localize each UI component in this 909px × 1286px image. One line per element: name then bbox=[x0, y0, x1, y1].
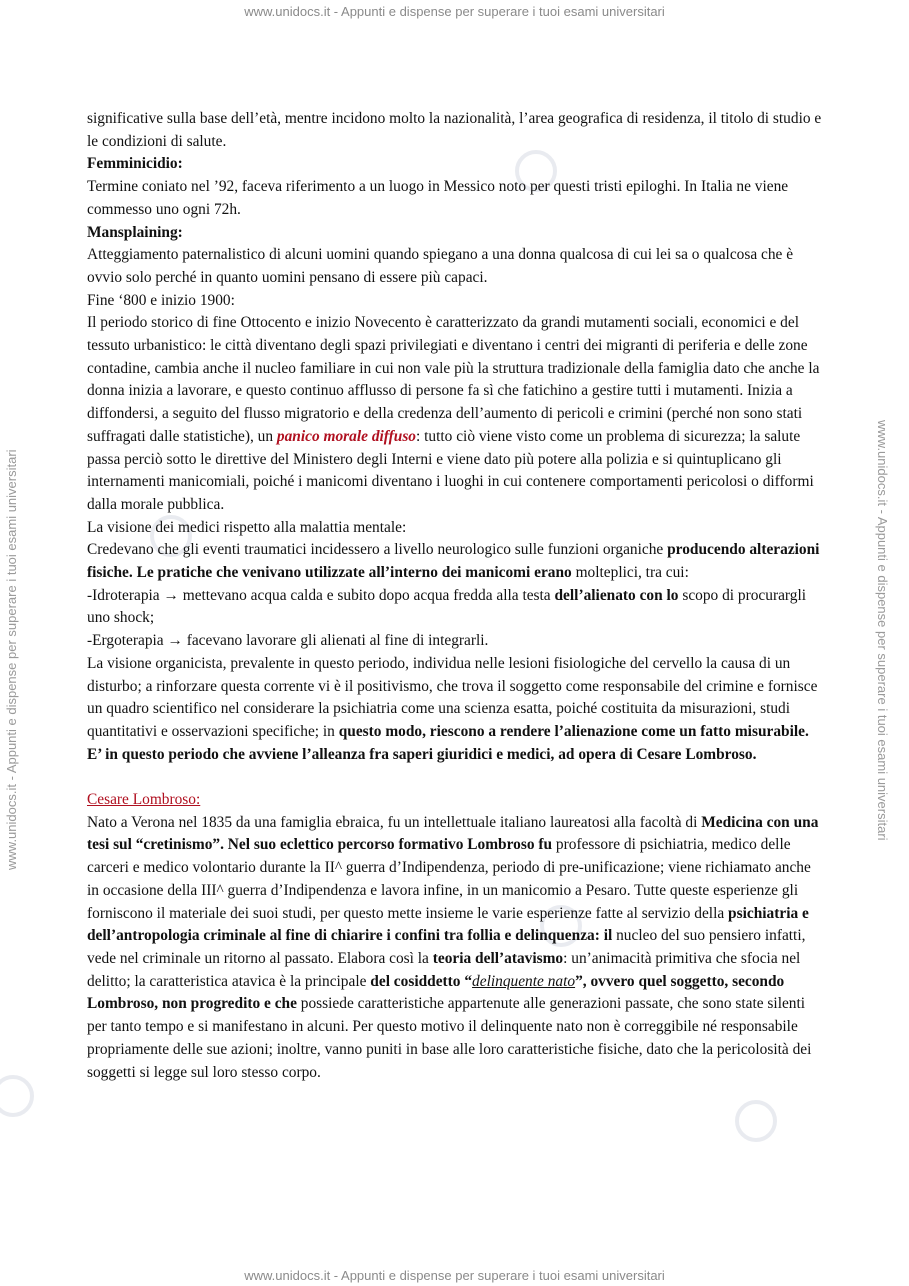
paragraph-organicista: La visione organicista, prevalente in questo periodo, individua nelle lesioni fisiologiche del cervello la causa di un disturbo; a rinforzare questa corrente vi è il positivismo, che trova il soggetto come responsabile del crimine e fornisce un quadro scientifico nel considerare la psichiatria come una scienza esatta, poiché costituita da misurazioni, studi quantitativi e osservazioni specifiche; in questo modo, riescono a rendere l’alienazione come un fatto misurabile. E’ in questo periodo che avviene l’alleanza fra saperi giuridici e medici, ad opera di Cesare Lombroso. bbox=[87, 654, 818, 763]
heading-fine-800: Fine ‘800 e inizio 1900: bbox=[87, 291, 235, 309]
heading-mansplaining: Mansplaining: bbox=[87, 223, 183, 241]
watermark-logo-icon bbox=[0, 1075, 34, 1117]
paragraph-intro: significative sulla base dell’età, mentre incidono molto la nazionalità, l’area geografica di residenza, il titolo di studio e le condizioni di salute. bbox=[87, 110, 822, 150]
list-item-idroterapia: -Idroterapia → mettevano acqua calda e subito dopo acqua fredda alla testa dell’alienato con lo scopo di procurargli uno shock; bbox=[87, 586, 806, 627]
header-watermark: www.unidocs.it - Appunti e dispense per superare i tuoi esami universitari bbox=[244, 4, 665, 19]
paragraph-mansplaining: Atteggiamento paternalistico di alcuni uomini quando spiegano a una donna qualcosa di cui lei sa o qualcosa che è ovvio solo perché in quanto uomini pensano di essere più capaci. bbox=[87, 246, 794, 286]
document-body bbox=[87, 108, 825, 1084]
heading-visione-medici: La visione dei medici rispetto alla malattia mentale: bbox=[87, 518, 407, 536]
paragraph-visione-medici: Credevano che gli eventi traumatici incidessero a livello neurologico sulle funzioni organiche producendo alterazioni fisiche. Le pratiche che venivano utilizzate all’interno dei manicomi erano molteplici, tra cui: bbox=[87, 541, 820, 582]
footer-watermark: www.unidocs.it - Appunti e dispense per superare i tuoi esami universitari bbox=[244, 1268, 665, 1283]
list-item-ergoterapia: -Ergoterapia → facevano lavorare gli alienati al fine di integrarli. bbox=[87, 632, 489, 650]
heading-femminicidio: Femminicidio: bbox=[87, 155, 183, 173]
paragraph-fine-800: Il periodo storico di fine Ottocento e inizio Novecento è caratterizzato da grandi mutamenti sociali, economici e del tessuto urbanistico: le città diventano degli spazi privilegiati e diventano i centri dei migranti di periferia e delle zone contadine, cambia anche il nucleo familiare in cui non vale più la struttura tradizionale della famiglia dato che anche la donna inizia a lavorare, e questo continuo afflusso di persone fa sì che fatichino a gestire tutti i mutamenti. Inizia a diffondersi, a seguito del flusso migratorio e della credenza dell’aumento di pericoli e crimini (perché non sono stati suffragati dalle statistiche), un panico morale diffuso: tutto ciò viene visto come un problema di sicurezza; la salute passa perciò sotto le direttive del Ministero degli Interni e viene dato più potere alla polizia e si quintuplicano gli internamenti manicomiali, poiché i manicomi diventano i luoghi in cui contenere comportamenti pericolosi o difformi dalla morale pubblica. bbox=[87, 314, 820, 513]
heading-cesare-lombroso: Cesare Lombroso: bbox=[87, 791, 201, 809]
watermark-logo-icon bbox=[735, 1100, 777, 1142]
highlight-panico-morale: panico morale diffuso bbox=[276, 427, 417, 445]
term-teoria-atavismo: teoria dell’atavismo bbox=[432, 950, 564, 967]
paragraph-lombroso: Nato a Verona nel 1835 da una famiglia ebraica, fu un intellettuale italiano laureatosi alla facoltà di Medicina con una tesi sul “cretinismo”. Nel suo eclettico percorso formativo Lombroso fu professore di psichiatria, medico delle carceri e medico volontario durante la II^ guerra d’Indipendenza, periodo di pre-unificazione; viene richiamato anche in occasione della III^ guerra d’Indipendenza e lavora infine, in un manicomio a Pesaro. Tutte queste esperienze gli forniscono il materiale dei suoi studi, per questo mette insieme le varie esperienze fatte al servizio della psichiatria e dell’antropologia criminale al fine di chiarire i confini tra follia e delinquenza: il nucleo del suo pensiero infatti, vede nel criminale un ritorno al passato. Elabora così la teoria dell’atavismo: un’animacità primitiva che sfocia nel delitto; la caratteristica atavica è la principale del cosiddetto “delinquente nato”, ovvero quel soggetto, secondo Lombroso, non progredito e che possiede caratteristiche appartenute alle generazioni passate, che sono state silenti per tanto tempo e si manifestano in alcuni. Per questo motivo il delinquente nato non è correggibile né responsabile propriamente delle sue azioni; inoltre, vanno puniti in base alle loro caratteristiche fisiche, dato che la pericolosità dei soggetti si legge sul loro stesso corpo. bbox=[87, 813, 819, 1081]
term-delinquente-nato: delinquente nato bbox=[472, 972, 576, 990]
paragraph-femminicidio: Termine coniato nel ’92, faceva riferimento a un luogo in Messico noto per questi tristi epiloghi. In Italia ne viene commesso uno ogni 72h. bbox=[87, 178, 789, 218]
